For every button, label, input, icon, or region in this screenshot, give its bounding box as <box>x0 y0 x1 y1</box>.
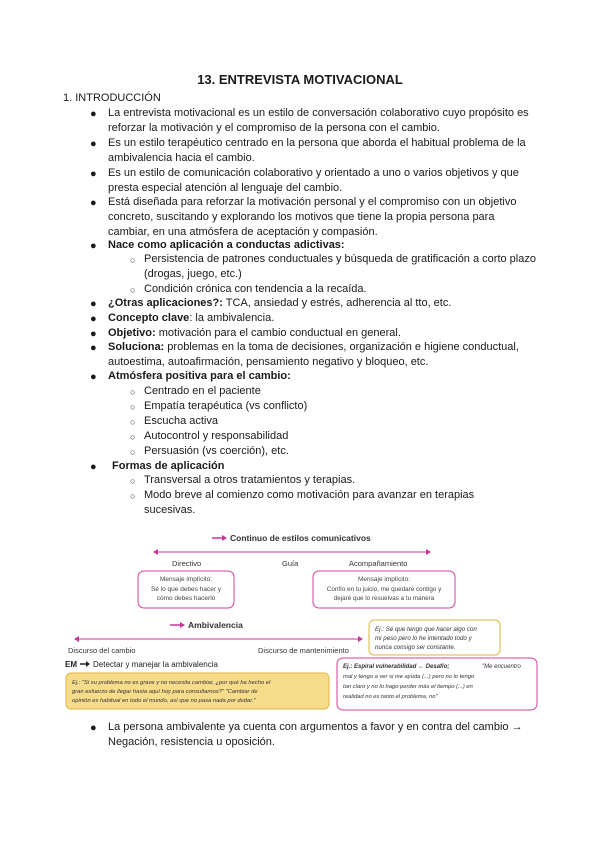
sub-bullet-text: Modo breve al comienzo como motivación para avanzar en terapias sucesivas. <box>144 489 475 516</box>
bullet-text: Es un estilo de comunicación colaborativo y orientado a uno o varios objetivos y que presta especial atención al lenguaje del cambio. <box>108 167 519 194</box>
circle-bullet-icon: ○ <box>130 432 136 442</box>
sub-bullet-text: Empatía terapéutica (vs conflicto) <box>144 400 308 412</box>
bullet-icon: ● <box>90 168 97 180</box>
bullet-icon: ● <box>90 328 97 340</box>
box1-line: Sé lo que debes hacer y <box>150 586 222 593</box>
box1-title: Mensaje implícito: <box>159 576 213 583</box>
ej3-hidden-line: mal y tengo que ir a ver al médico "Me encuentro <box>343 702 431 707</box>
em-label: EM <box>65 660 77 669</box>
label-guia: Guía <box>282 559 299 568</box>
sub-bullet-text: Condición crónica con tendencia a la recaída. <box>144 283 367 295</box>
label-directivo: Directivo <box>172 559 202 568</box>
bullet-text: Es un estilo terapéutico centrado en la persona que aborda el habitual problema de la ambivalencia hacia el cambio. <box>108 137 526 164</box>
em-text: Detectar y manejar la ambivalencia <box>93 660 218 669</box>
section-heading: 1. INTRODUCCIÓN <box>63 92 161 104</box>
circle-bullet-icon: ○ <box>130 387 136 397</box>
circle-bullet-icon: ○ <box>130 491 136 501</box>
arrow-icon <box>80 661 90 667</box>
bullet-icon: ● <box>90 197 97 209</box>
ambivalencia-title: Ambivalencia <box>188 620 243 630</box>
label-acompanamiento: Acompañamiento <box>349 559 408 568</box>
circle-bullet-icon: ○ <box>130 476 136 486</box>
bullet-icon: ● <box>90 722 97 734</box>
sub-bullet-text: Centrado en el paciente <box>144 385 261 397</box>
box2-line: Confío en tu juicio, me quedaré contigo y <box>326 586 442 593</box>
ej1-line: Ej.: Sé que tengo que hacer algo con <box>375 626 477 633</box>
circle-bullet-icon: ○ <box>130 255 136 265</box>
ej3-title: Ej.: Espiral vulnerabilidad ↔ Desafío; <box>343 664 450 670</box>
ej3-line: tan claro y no lo hago perder más el tiempo (...) en <box>343 684 473 690</box>
ej2-line: gran esfuerzo de llegar hasta aquí hoy para consultarnos?" "Cambiar de <box>72 689 258 695</box>
sub-bullet-text: Transversal a otros tratamientos y terapias. <box>144 474 356 486</box>
sub-bullet-text: Persistencia de patrones conductuales y búsqueda de gratificación a corto plazo (drogas, juego, etc.) <box>144 253 536 280</box>
page-title: 13. ENTREVISTA MOTIVACIONAL <box>197 72 403 87</box>
box2-line: dejaré que lo resuelvas a tu manera <box>333 595 435 602</box>
ej1-line: mi peso pero lo he intentado todo y <box>375 635 472 642</box>
continuum-line <box>153 549 431 555</box>
sub-bullet-text: Escucha activa <box>144 415 218 427</box>
bullet-text: Formas de aplicación <box>112 460 225 472</box>
circle-bullet-icon: ○ <box>130 417 136 427</box>
ej2-line: Ej.: "Si su problema no es grave y no necesita cambiar, ¿por qué ha hecho el <box>72 680 271 686</box>
ambivalence-line <box>74 636 363 642</box>
bullet-text: Soluciona: problemas en la toma de decisiones, organización e higiene conductual, autoestima, autoafirmación, pensamiento negativo y bloqueo, etc. <box>108 341 519 368</box>
bullet-text: ¿Otras aplicaciones?: TCA, ansiedad y estrés, adherencia al tto, etc. <box>108 297 452 309</box>
bullet-icon: ● <box>90 461 97 473</box>
ej3-line: "Me encuentro <box>482 664 521 670</box>
circle-bullet-icon: ○ <box>130 402 136 412</box>
box1-line: cómo debes hacerlo <box>156 595 216 602</box>
circle-bullet-icon: ○ <box>130 447 136 457</box>
sub-bullet-text: Autocontrol y responsabilidad <box>144 430 289 442</box>
arrow-icon <box>212 535 227 541</box>
box2-title: Mensaje implícito: <box>357 576 411 583</box>
bullet-text: Atmósfera positiva para el cambio: <box>108 370 291 382</box>
label-discurso-cambio: Discurso del cambio <box>68 646 136 655</box>
ej1-line: nunca consigo ser constante. <box>375 644 456 651</box>
bullet-text: Nace como aplicación a conductas adictivas: <box>108 239 345 251</box>
bullet-icon: ● <box>90 298 97 310</box>
bullet-icon: ● <box>90 138 97 150</box>
bullet-text: Está diseñada para reforzar la motivación personal y el compromiso con un objetivo concreto, suscitando y explorando los motivos que tiene la propia persona para cambiar, en una atmósfera de aceptación y compasión. <box>108 196 517 238</box>
bullet-text: Objetivo: motivación para el cambio conductual en general. <box>108 327 401 339</box>
sub-bullet-text: Persuasión (vs coerción), etc. <box>144 445 289 457</box>
ej2-line: opinión es habitual en todo el mundo, así que no pasa nada por dudar." <box>72 698 256 704</box>
bullet-icon: ● <box>90 108 97 120</box>
ej3-line: realidad no es tanto el problema, no" <box>343 694 438 700</box>
styles-title: Continuo de estilos comunicativos <box>230 533 371 543</box>
arrow-icon <box>170 622 185 628</box>
bullet-text: La persona ambivalente ya cuenta con argumentos a favor y en contra del cambio → Negación, resistencia u oposición. <box>108 721 523 748</box>
circle-bullet-icon: ○ <box>130 285 136 295</box>
label-discurso-mantenimiento: Discurso de mantenimiento <box>258 646 349 655</box>
bullet-icon: ● <box>90 371 97 383</box>
bullet-icon: ● <box>90 342 97 354</box>
ej3-line: mal y tengo a ver si me ayuda (...) pero no lo tengo <box>343 674 475 680</box>
bullet-text: Concepto clave: la ambivalencia. <box>108 312 275 324</box>
bullet-icon: ● <box>90 240 97 252</box>
bullet-icon: ● <box>90 313 97 325</box>
bullet-text: La entrevista motivacional es un estilo de conversación colaborativo cuyo propósito es reforzar la motivación y el compromiso de la persona con el cambio. <box>108 107 529 134</box>
